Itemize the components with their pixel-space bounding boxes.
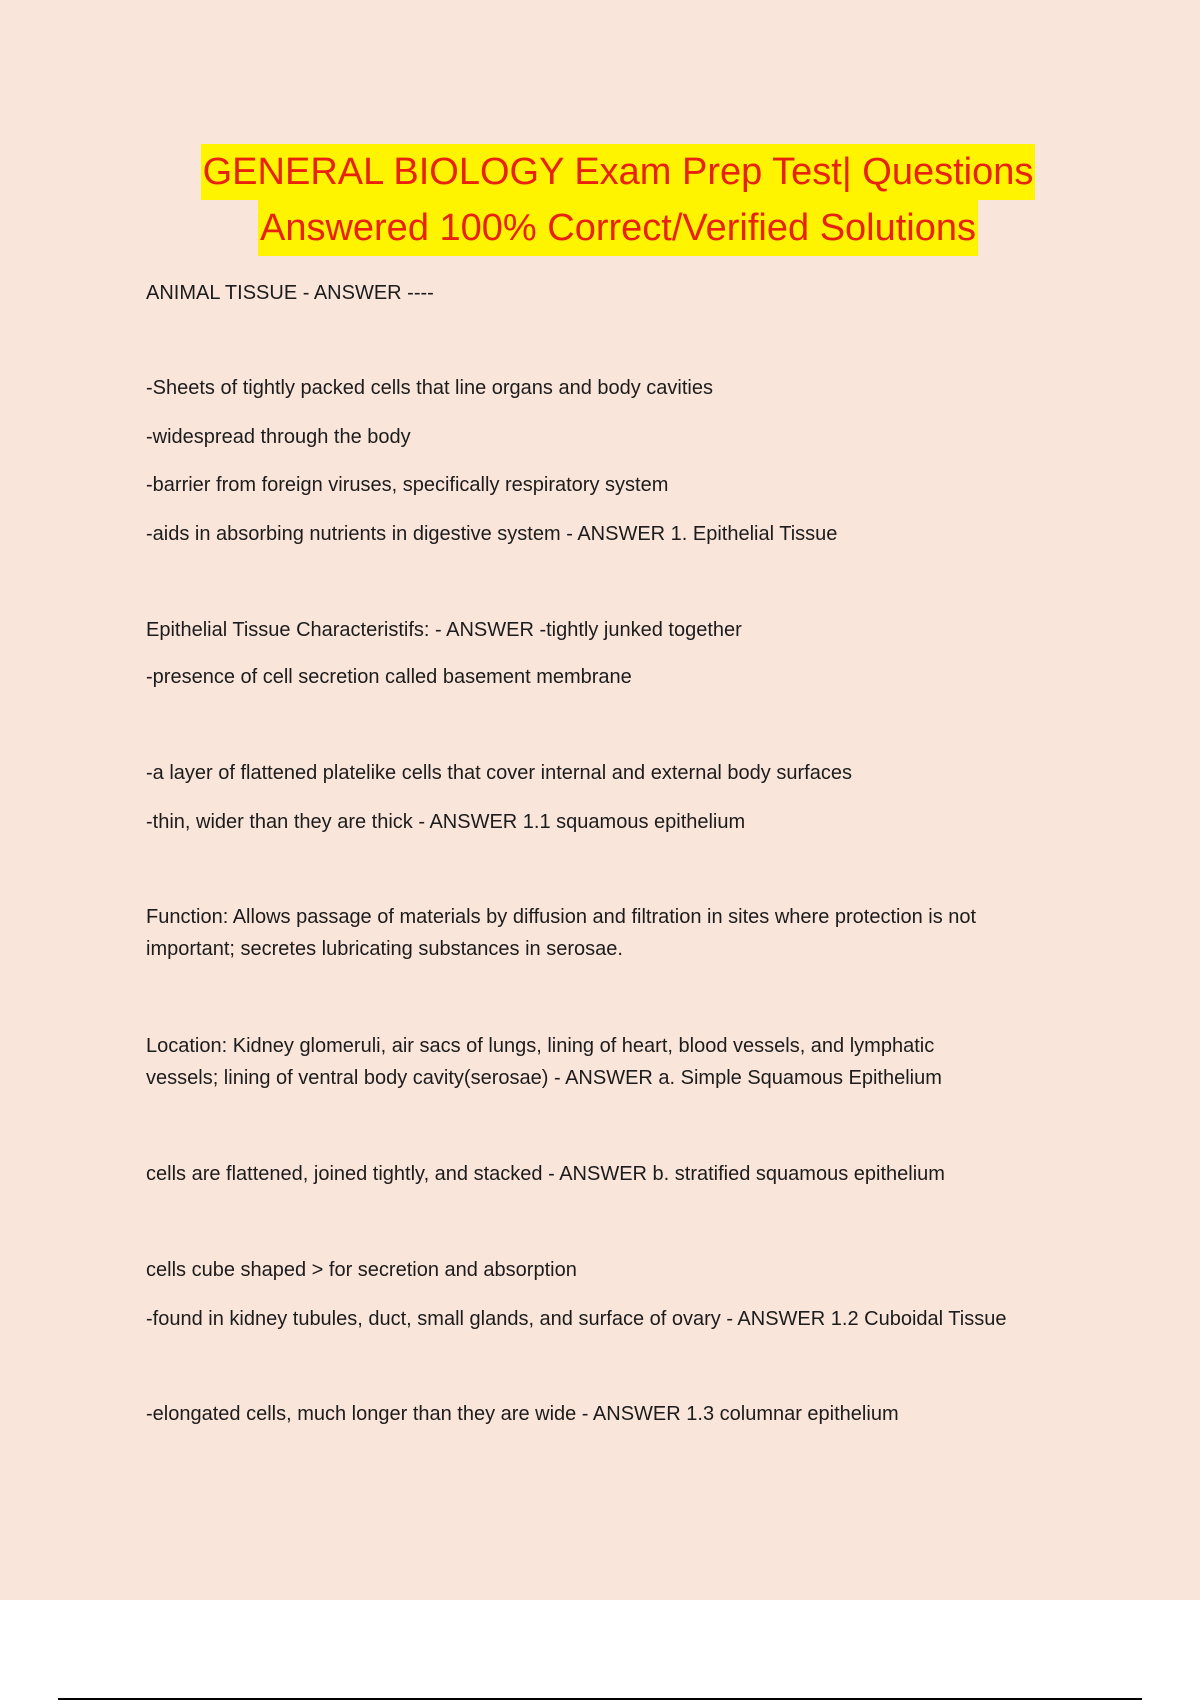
text-line: vessels; lining of ventral body cavity(serosae) - ANSWER a. Simple Squamous Epithelium (146, 1067, 942, 1089)
text-line: -widespread through the body (146, 426, 411, 448)
text-line: -thin, wider than they are thick - ANSWER 1.1 squamous epithelium (146, 811, 746, 833)
text-line: -aids in absorbing nutrients in digestive system - ANSWER 1. Epithelial Tissue (146, 523, 838, 545)
document-title (0, 144, 1200, 256)
text-line: cells cube shaped > for secretion and absorption (146, 1259, 577, 1281)
text-line: cells are flattened, joined tightly, and stacked - ANSWER b. stratified squamous epithelium (146, 1163, 945, 1185)
text-line: Epithelial Tissue Characteristifs: - ANSWER -tightly junked together (146, 619, 742, 641)
text-line: -barrier from foreign viruses, specifically respiratory system (146, 474, 669, 496)
text-line: Function: Allows passage of materials by diffusion and filtration in sites where protection is not (146, 906, 977, 928)
text-line: -elongated cells, much longer than they are wide - ANSWER 1.3 columnar epithelium (146, 1403, 899, 1425)
text-line-animal-tissue: ANIMAL TISSUE - ANSWER ---- (146, 282, 434, 304)
text-line: -a layer of flattened platelike cells that cover internal and external body surfaces (146, 762, 852, 784)
text-line: -Sheets of tightly packed cells that line organs and body cavities (146, 377, 713, 399)
text-line: -found in kidney tubules, duct, small glands, and surface of ovary - ANSWER 1.2 Cuboidal Tissue (146, 1308, 1007, 1330)
title-line-2: Answered 100% Correct/Verified Solutions (258, 200, 978, 256)
text-line: -presence of cell secretion called basement membrane (146, 666, 632, 688)
title-line-1: GENERAL BIOLOGY Exam Prep Test| Questions (201, 144, 1036, 200)
text-line: important; secretes lubricating substances in serosae. (146, 938, 623, 960)
text-line: Location: Kidney glomeruli, air sacs of lungs, lining of heart, blood vessels, and lymphatic (146, 1035, 935, 1057)
